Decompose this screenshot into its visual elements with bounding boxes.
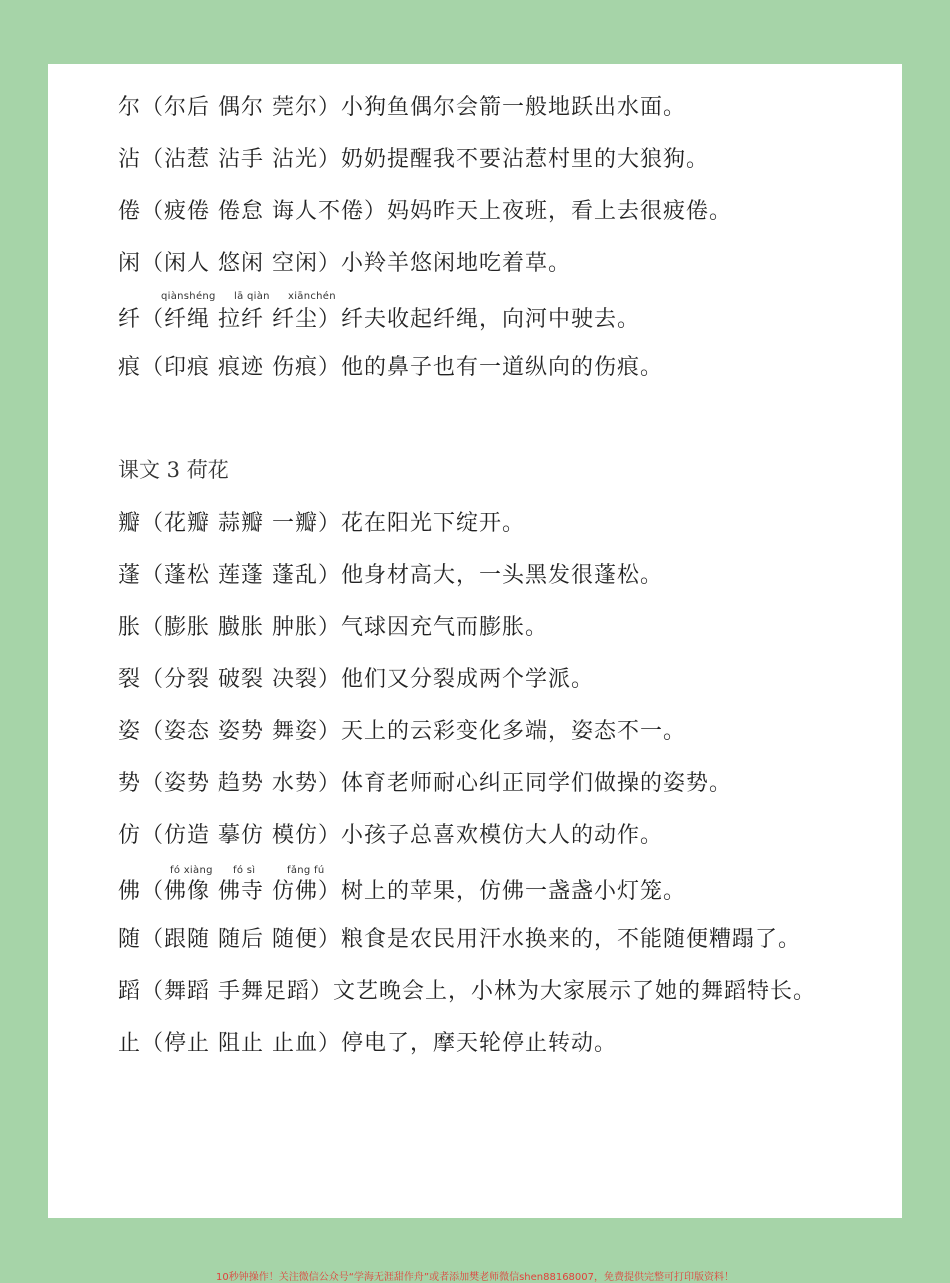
vocab-line: 裂（分裂 破裂 决裂）他们又分裂成两个学派。 [118,667,594,692]
pinyin-annotation: fǎng fú [287,865,325,876]
lesson-heading: 课文 3 荷花 [118,458,229,482]
vocab-line: 闲（闲人 悠闲 空闲）小羚羊悠闲地吃着草。 [118,251,571,276]
pinyin-annotation: qiànshéng [161,291,216,302]
vocab-line: 倦（疲倦 倦怠 诲人不倦）妈妈昨天上夜班，看上去很疲倦。 [118,199,732,224]
vocab-line: 瓣（花瓣 蒜瓣 一瓣）花在阳光下绽开。 [118,511,525,536]
promo-footer: 10秒钟操作！关注微信公众号“学海无涯甜作舟”或者添加樊老师微信shen88168007，免费提供完整可打印版资料！ [215,1272,735,1283]
pinyin-annotation: xiānchén [288,291,336,302]
vocab-line: 痕（印痕 痕迹 伤痕）他的鼻子也有一道纵向的伤痕。 [118,355,663,380]
pinyin-annotation: fó xiàng [170,865,213,876]
vocab-line: 沾（沾惹 沾手 沾光）奶奶提醒我不要沾惹村里的大狼狗。 [118,147,709,172]
vocab-line: 蓬（蓬松 莲蓬 蓬乱）他身材高大，一头黑发很蓬松。 [118,563,663,588]
worksheet-page [48,64,902,1218]
vocab-line: 势（姿势 趋势 水势）体育老师耐心纠正同学们做操的姿势。 [118,771,732,796]
vocab-line: 胀（膨胀 臌胀 肿胀）气球因充气而膨胀。 [118,615,548,640]
vocab-line: 佛（佛像 佛寺 仿佛）树上的苹果，仿佛一盏盏小灯笼。 [118,879,686,904]
vocab-line: 尔（尔后 偶尔 莞尔）小狗鱼偶尔会箭一般地跃出水面。 [118,95,686,120]
vocab-line: 蹈（舞蹈 手舞足蹈）文艺晚会上，小林为大家展示了她的舞蹈特长。 [118,979,816,1004]
vocab-line: 随（跟随 随后 随便）粮食是农民用汗水换来的，不能随便糟蹋了。 [118,927,801,952]
vocab-line: 姿（姿态 姿势 舞姿）天上的云彩变化多端，姿态不一。 [118,719,686,744]
pinyin-annotation: lā qiàn [234,291,270,302]
vocab-line: 纤（纤绳 拉纤 纤尘）纤夫收起纤绳，向河中驶去。 [118,307,640,332]
vocab-line: 仿（仿造 摹仿 模仿）小孩子总喜欢模仿大人的动作。 [118,823,663,848]
pinyin-annotation: fó sì [233,865,256,876]
vocab-line: 止（停止 阻止 止血）停电了，摩天轮停止转动。 [118,1031,617,1056]
